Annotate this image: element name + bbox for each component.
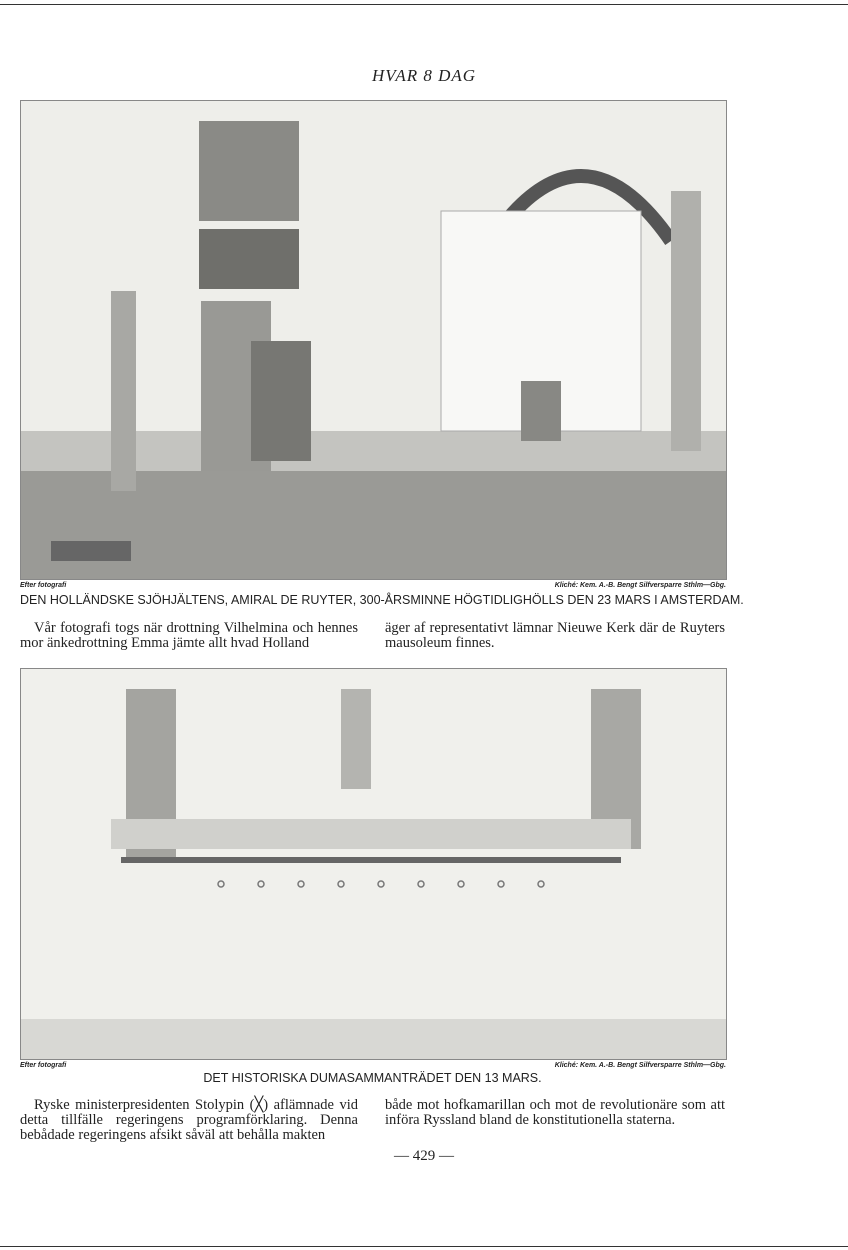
photo-de-ruyter-ceremony [20, 100, 727, 580]
running-header: HVAR 8 DAG [371, 66, 477, 85]
photo-credit-left: Efter fotografi [20, 582, 67, 589]
figure-caption: DET HISTORISKA DUMASAMMANTRÄDET DEN 13 MARS. [203, 1071, 542, 1085]
top-rule [0, 4, 848, 5]
body-text-left: Vår fotografi togs när drottning Vilhelmina och hennes mor änkedrottning Emma jämte allt hvad Holland [20, 620, 358, 651]
photo-duma-session [20, 668, 727, 1060]
figure-caption: DEN HOLLÄNDSKE SJÖHJÄLTENS, AMIRAL DE RUYTER, 300-ÅRSMINNE HÖGTIDLIGHÖLLS DEN 23 MARS I AMSTERDAM. [20, 593, 744, 607]
body-text-left: Ryske ministerpresidenten Stolypin (╳) aflämnade vid detta tillfälle regeringens programförklaring. Denna bebådade regeringens afsikt såväl att behålla makten [20, 1097, 358, 1143]
body-text-right: både mot hofkamarillan och mot de revolutionäre som att införa Ryssland bland de konstitutionella staterna. [385, 1097, 725, 1128]
photo-credit-left: Efter fotografi [20, 1062, 67, 1069]
bottom-rule [0, 1246, 848, 1247]
engraver-credit: Kliché: Kem. A.-B. Bengt Silfversparre Sthlm—Gbg. [554, 582, 726, 589]
engraver-credit: Kliché: Kem. A.-B. Bengt Silfversparre Sthlm—Gbg. [554, 1062, 726, 1069]
body-text-right: äger af representativt lämnar Nieuwe Kerk där de Ruyters mausoleum finnes. [385, 620, 725, 651]
page-number: — 429 — [394, 1148, 454, 1164]
